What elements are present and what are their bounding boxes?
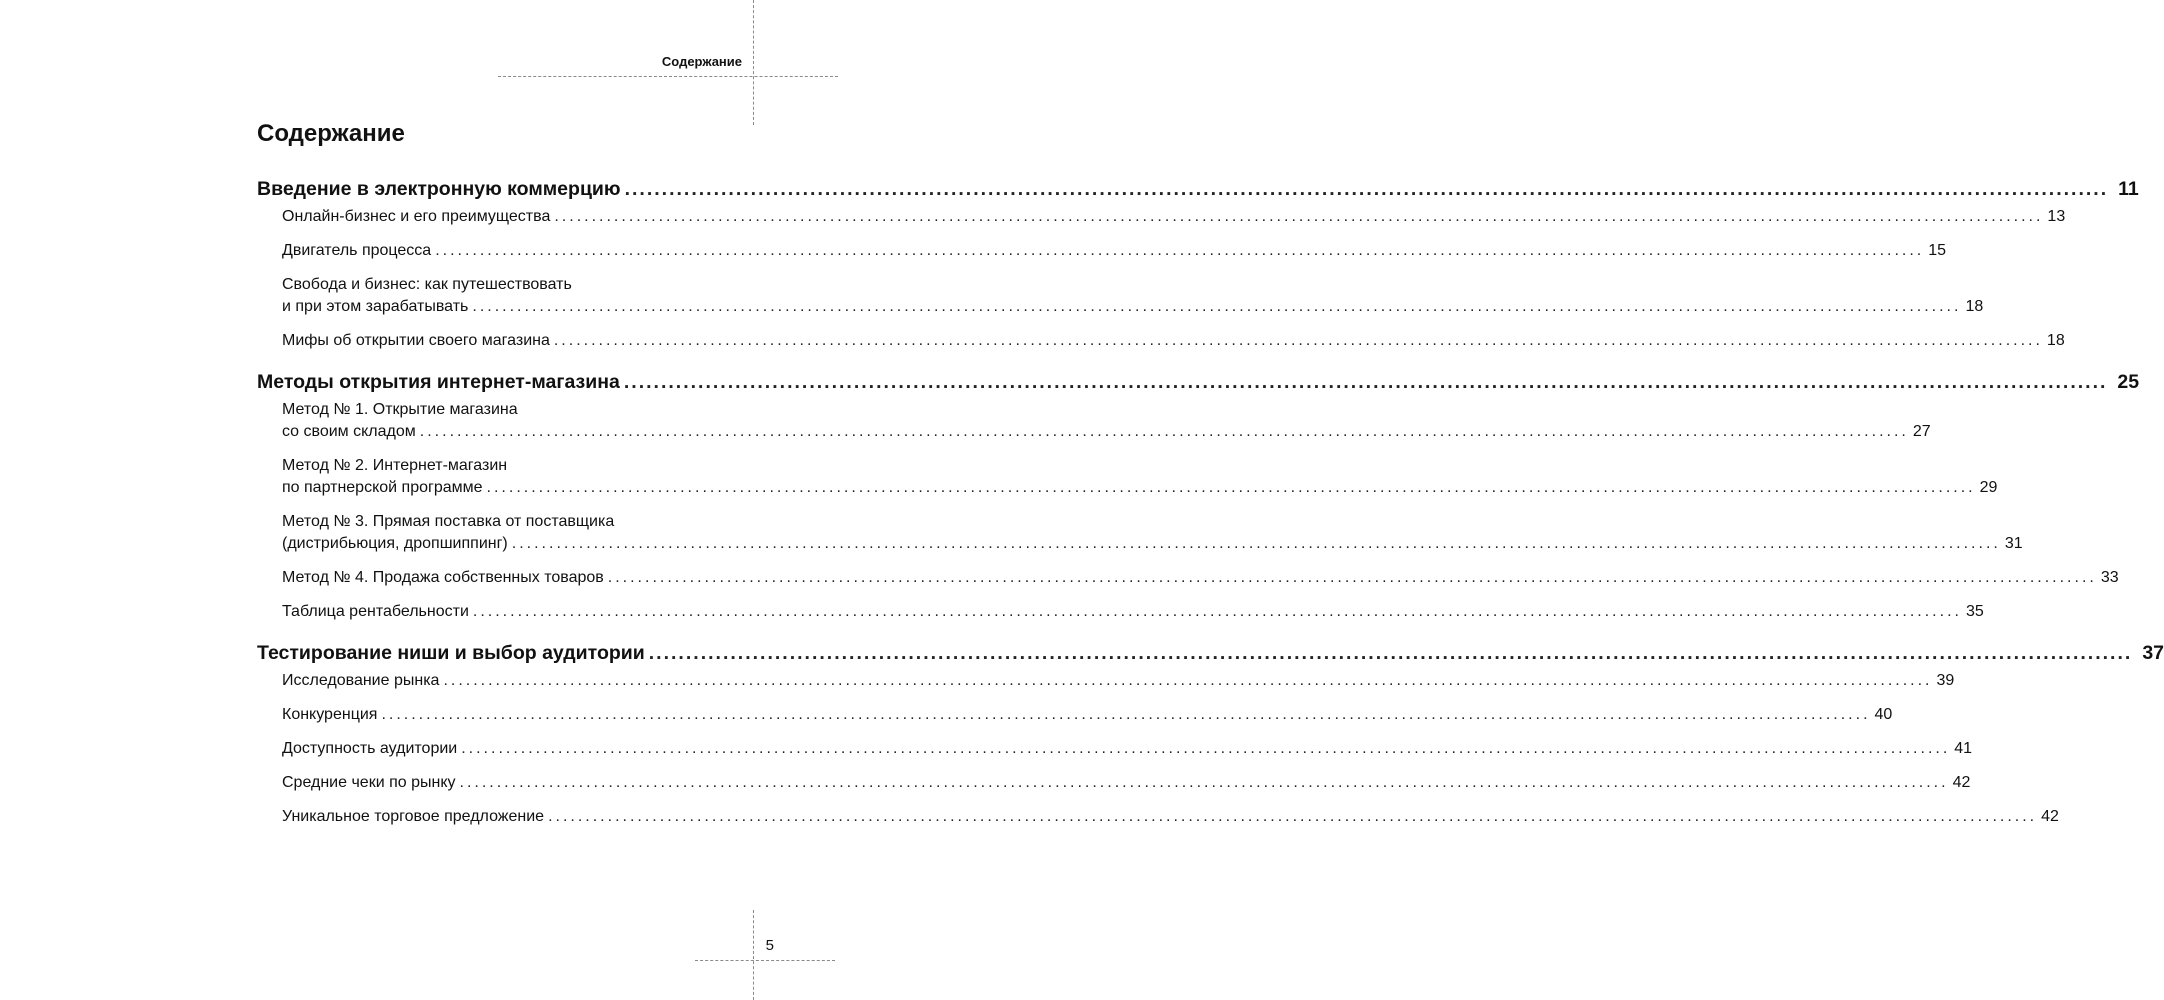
toc-entry-list — [282, 206, 2066, 352]
toc-entry[interactable] — [282, 399, 1931, 443]
dot-leader: ........................................................................................................................................................................................................ — [435, 242, 1925, 259]
toc-entry-list — [282, 670, 2059, 828]
entry-title-line: Метод № 3. Прямая поставка от поставщика — [282, 513, 615, 530]
entry-title-line: (дистрибьюция, дропшиппинг) — [282, 535, 508, 552]
dot-leader: ........................................................................................................................................................................................................ — [472, 603, 1962, 620]
table-of-contents — [257, 172, 2164, 841]
toc-entry[interactable] — [282, 772, 1971, 794]
toc-entry[interactable] — [282, 704, 1893, 726]
toc-entry[interactable] — [282, 601, 1984, 623]
entry-page-number: 18 — [2046, 332, 2065, 349]
toc-entry[interactable] — [282, 274, 1984, 318]
toc-entry[interactable] — [282, 206, 2066, 228]
dot-leader: ........................................................................................................................................................................................................ — [459, 774, 1949, 791]
entry-page-number: 39 — [1936, 672, 1955, 689]
section-title: Методы открытия интернет-магазина — [257, 371, 620, 393]
toc-section — [257, 365, 2140, 623]
entry-title-line: Двигатель процесса — [282, 242, 432, 259]
dot-leader: ........................................................................................................................................................................................................ — [648, 642, 2133, 664]
dot-leader: ........................................................................................................................................................................................................ — [554, 208, 2044, 225]
toc-entry[interactable] — [282, 455, 1998, 499]
section-page-number: 25 — [2117, 371, 2140, 393]
crop-mark-bottom-horizontal — [695, 960, 835, 961]
entry-title-line: Доступность аудитории — [282, 740, 458, 757]
toc-section-heading[interactable] — [257, 172, 2139, 206]
entry-page-number: 35 — [1965, 603, 1984, 620]
entry-title-line: Метод № 4. Продажа собственных товаров — [282, 569, 604, 586]
entry-title-line: и при этом зарабатывать — [282, 298, 469, 315]
dot-leader: ........................................................................................................................................................................................................ — [607, 569, 2097, 586]
section-page-number: 37 — [2142, 642, 2164, 664]
entry-title-line: Уникальное торговое предложение — [282, 808, 545, 825]
crop-mark-top-horizontal — [498, 76, 838, 77]
dot-leader: ........................................................................................................................................................................................................ — [624, 178, 2109, 200]
toc-section-heading[interactable] — [257, 636, 2164, 670]
dot-leader: ........................................................................................................................................................................................................ — [623, 371, 2108, 393]
dot-leader: ........................................................................................................................................................................................................ — [472, 298, 1962, 315]
entry-title-line: со своим складом — [282, 423, 416, 440]
section-title: Тестирование ниши и выбор аудитории — [257, 642, 645, 664]
page-title: Содержание — [257, 120, 405, 147]
dot-leader: ........................................................................................................................................................................................................ — [443, 672, 1933, 689]
entry-page-number: 41 — [1954, 740, 1973, 757]
dot-leader: ........................................................................................................................................................................................................ — [381, 706, 1871, 723]
dot-leader: ........................................................................................................................................................................................................ — [511, 535, 2001, 552]
toc-entry[interactable] — [282, 511, 2023, 555]
crop-mark-top-vertical — [753, 0, 754, 125]
entry-title-line: Свобода и бизнес: как путешествовать — [282, 276, 572, 293]
page-number: 5 — [765, 937, 774, 954]
toc-entry[interactable] — [282, 738, 1973, 760]
entry-title-line: Онлайн-бизнес и его преимущества — [282, 208, 551, 225]
toc-section — [257, 172, 2139, 352]
toc-entry[interactable] — [282, 806, 2059, 828]
running-head: Содержание — [661, 54, 742, 69]
entry-title-line: Мифы об открытии своего магазина — [282, 332, 550, 349]
dot-leader: ........................................................................................................................................................................................................ — [486, 479, 1976, 496]
entry-title-line: Таблица рентабельности — [282, 603, 469, 620]
entry-page-number: 42 — [2041, 808, 2059, 825]
entry-page-number: 42 — [1952, 774, 1971, 791]
entry-page-number: 29 — [1979, 479, 1998, 496]
entry-page-number: 13 — [2047, 208, 2066, 225]
dot-leader: ........................................................................................................................................................................................................ — [419, 423, 1909, 440]
crop-mark-bottom-vertical — [753, 910, 754, 1000]
toc-entry[interactable] — [282, 240, 1947, 262]
entry-page-number: 33 — [2100, 569, 2119, 586]
entry-title-line: Метод № 2. Интернет-магазин — [282, 457, 508, 474]
entry-page-number: 31 — [2004, 535, 2023, 552]
entry-page-number: 18 — [1965, 298, 1984, 315]
dot-leader: ........................................................................................................................................................................................................ — [461, 740, 1951, 757]
entry-title-line: по партнерской программе — [282, 479, 483, 496]
toc-entry[interactable] — [282, 670, 1955, 692]
dot-leader: ........................................................................................................................................................................................................ — [553, 332, 2043, 349]
entry-title-line: Метод № 1. Открытие магазина — [282, 401, 518, 418]
entry-title-line: Исследование рынка — [282, 672, 440, 689]
toc-section-heading[interactable] — [257, 365, 2140, 399]
toc-section — [257, 636, 2164, 828]
toc-entry-list — [282, 399, 2119, 623]
entry-title-line: Средние чеки по рынку — [282, 774, 456, 791]
entry-page-number: 40 — [1874, 706, 1893, 723]
entry-page-number: 27 — [1912, 423, 1931, 440]
entry-page-number: 15 — [1928, 242, 1947, 259]
entry-title-line: Конкуренция — [282, 706, 378, 723]
toc-entry[interactable] — [282, 567, 2119, 589]
dot-leader: ........................................................................................................................................................................................................ — [548, 808, 2038, 825]
section-title: Введение в электронную коммерцию — [257, 178, 621, 200]
toc-entry[interactable] — [282, 330, 2065, 352]
section-page-number: 11 — [2118, 178, 2139, 200]
